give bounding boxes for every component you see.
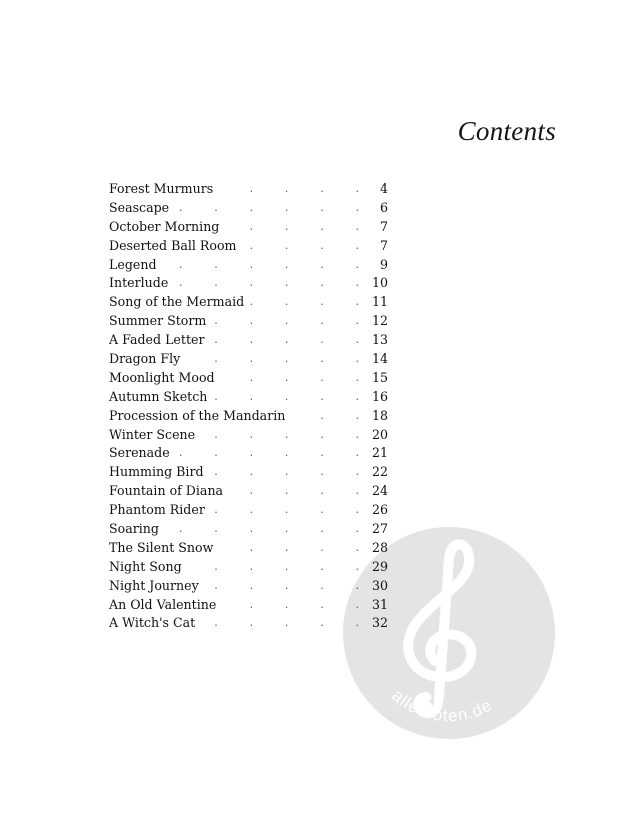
entry-page-number: 13	[371, 332, 388, 348]
entry-title: Procession of the Mandarin	[109, 407, 286, 423]
contents-entry	[109, 350, 388, 369]
entry-page-number: 28	[371, 539, 388, 555]
entry-page-number: 12	[371, 313, 388, 329]
leader-dots: . . . . .	[214, 314, 359, 328]
leader-dots: . . . . .	[214, 352, 359, 366]
entry-page-number: 4	[379, 181, 388, 196]
entry-page-number: 22	[371, 464, 388, 480]
entry-page-number: 20	[371, 426, 388, 442]
leader-dots: . . . .	[249, 597, 359, 611]
leader-dots: . . . . .	[214, 616, 359, 630]
entry-page-number: 11	[371, 294, 388, 310]
contents-entry	[109, 407, 388, 426]
entry-title: Serenade	[109, 445, 170, 461]
watermark-text: alle-noten.de	[388, 685, 496, 726]
contents-entry	[109, 596, 388, 615]
entry-title: October Morning	[109, 218, 220, 234]
contents-entry	[109, 312, 388, 331]
entry-page-number: 14	[371, 351, 388, 367]
entry-title: Forest Murmurs	[109, 181, 214, 196]
entry-title: Humming Bird	[109, 464, 204, 480]
entry-title: Deserted Ball Room	[109, 237, 237, 253]
entry-title: Autumn Sketch	[109, 388, 208, 404]
entry-title: Song of the Mermaid	[109, 294, 245, 310]
entry-title: The Silent Snow	[109, 539, 214, 555]
entry-title: Dragon Fly	[109, 351, 181, 367]
entry-page-number: 31	[371, 596, 388, 612]
contents-entry	[109, 501, 388, 520]
entry-title: Winter Scene	[109, 426, 196, 442]
contents-entry	[109, 199, 388, 218]
entry-page-number: 24	[371, 483, 388, 499]
entry-page-number: 7	[379, 237, 388, 253]
entry-title: Night Journey	[109, 577, 199, 593]
entry-page-number: 16	[371, 388, 388, 404]
leader-dots: . . . . .	[214, 503, 359, 517]
leader-dots: . . . . .	[214, 578, 359, 592]
leader-dots: . . . .	[249, 484, 359, 498]
entry-page-number: 21	[371, 445, 388, 461]
leader-dots: . . . . .	[214, 333, 359, 347]
entry-page-number: 9	[379, 256, 388, 272]
entry-title: Phantom Rider	[109, 502, 205, 518]
leader-dots: . .	[320, 408, 359, 422]
entry-page-number: 10	[371, 275, 388, 291]
contents-entry	[109, 577, 388, 596]
entry-page-number: 18	[371, 407, 388, 423]
entry-title: Legend	[109, 256, 157, 272]
contents-entry	[109, 388, 388, 407]
entry-page-number: 27	[371, 521, 388, 537]
contents-entry	[109, 520, 388, 539]
contents-entry	[109, 218, 388, 237]
leader-dots: . . . .	[249, 295, 359, 309]
entry-title: Soaring	[109, 521, 159, 537]
contents-entry	[109, 558, 388, 577]
leader-dots: . . . . . .	[179, 200, 359, 214]
entry-title: Night Song	[109, 558, 182, 574]
contents-entry	[109, 256, 388, 275]
contents-entry	[109, 444, 388, 463]
contents-entry	[109, 614, 388, 633]
leader-dots: . . . . . .	[179, 257, 359, 271]
entry-title: A Faded Letter	[109, 332, 205, 348]
leader-dots: . . . .	[249, 219, 359, 233]
entry-page-number: 30	[371, 577, 388, 593]
leader-dots: . . . . . .	[179, 446, 359, 460]
contents-entry	[109, 369, 388, 388]
leader-dots: . . . . . .	[179, 522, 359, 536]
entry-page-number: 32	[371, 615, 388, 631]
entry-page-number: 26	[371, 502, 388, 518]
leader-dots: . . . .	[249, 540, 359, 554]
contents-entry	[109, 293, 388, 312]
contents-entry	[109, 180, 388, 199]
contents-entry	[109, 539, 388, 558]
leader-dots: . . . .	[249, 182, 359, 195]
leader-dots: . . . . .	[214, 427, 359, 441]
contents-entry	[109, 237, 388, 256]
entry-title: Seascape	[109, 199, 170, 215]
contents-entry	[109, 482, 388, 501]
leader-dots: . . . . . .	[179, 276, 359, 290]
page-title: Contents	[457, 116, 556, 146]
leader-dots: . . . .	[249, 238, 359, 252]
entry-page-number: 7	[379, 218, 388, 234]
leader-dots: . . . . .	[214, 559, 359, 573]
contents-entry	[109, 274, 388, 293]
entry-title: Summer Storm	[109, 313, 207, 329]
entry-title: Moonlight Mood	[109, 369, 215, 385]
entry-page-number: 15	[371, 369, 388, 385]
leader-dots: . . . . .	[214, 465, 359, 479]
entry-title: Fountain of Diana	[109, 483, 224, 499]
contents-entry	[109, 331, 388, 350]
entry-page-number: 6	[379, 199, 388, 215]
leader-dots: . . . .	[249, 370, 359, 384]
leader-dots: . . . . .	[214, 389, 359, 403]
contents-entry	[109, 426, 388, 445]
entry-page-number: 29	[371, 558, 388, 574]
contents-entry	[109, 463, 388, 482]
entry-title: A Witch's Cat	[109, 615, 196, 631]
entry-title: Interlude	[109, 275, 169, 291]
entry-title: An Old Valentine	[109, 596, 217, 612]
contents-list	[109, 180, 388, 633]
